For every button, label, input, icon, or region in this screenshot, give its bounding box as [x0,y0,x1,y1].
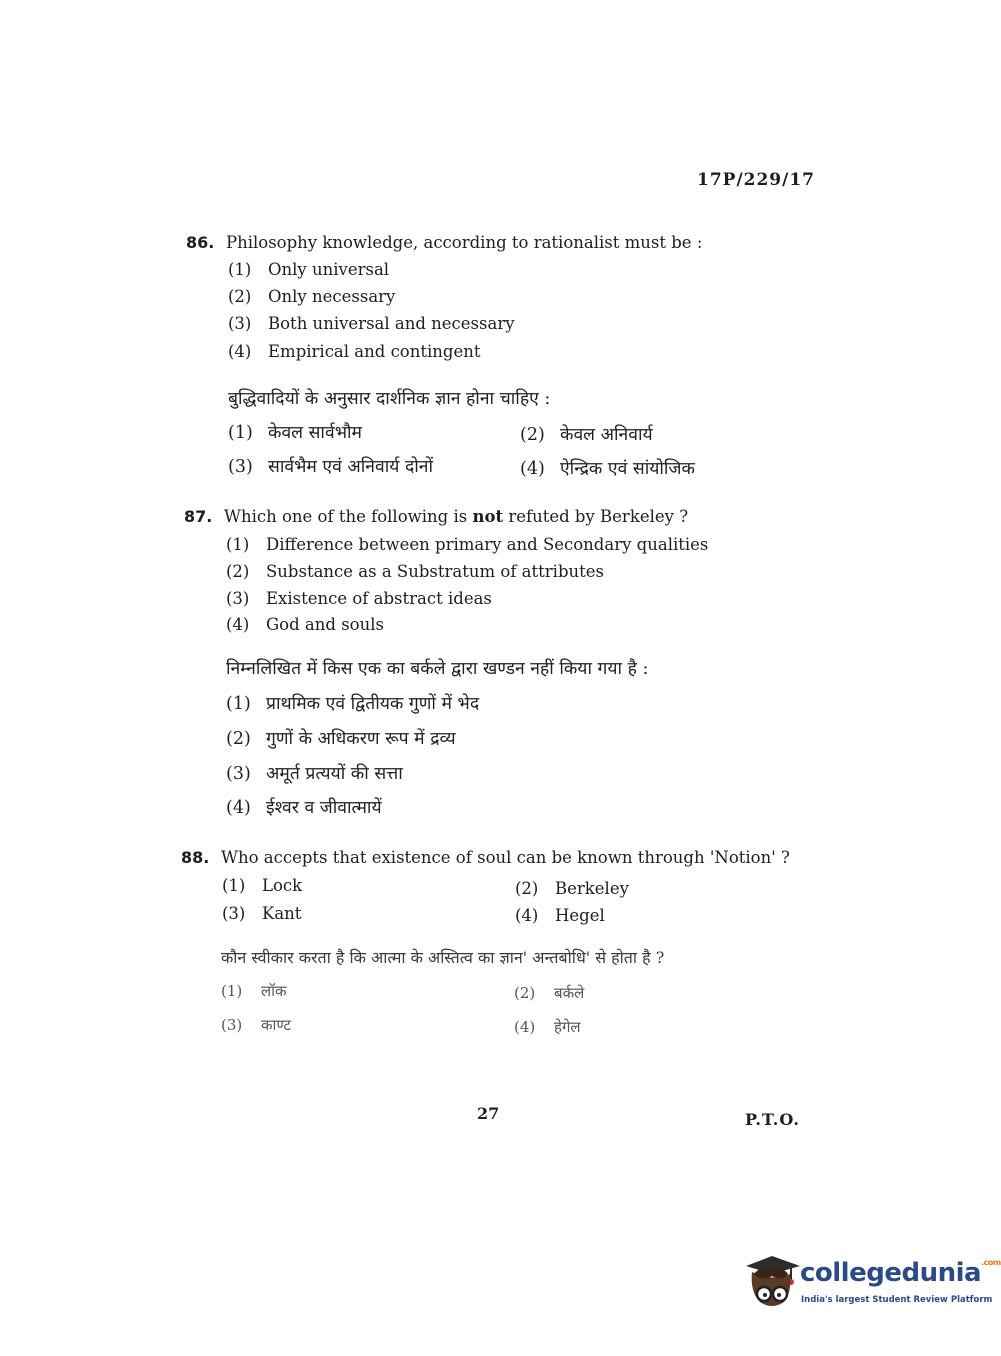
question-87 [184,507,688,526]
question-text-en: Philosophy knowledge, according to rationalist must be : [226,233,703,252]
option-hi: (3) सार्वभैम एवं अनिवार्य दोनों [228,457,434,477]
option-hi: (2) केवल अनिवार्य [520,425,653,445]
option-hi: (1) केवल सार्वभौम [228,423,362,443]
question-text-hi: कौन स्वीकार करता है कि आत्मा के अस्तित्व का ज्ञान' अन्तबोधि' से होता है ? [221,948,665,967]
paper-code: 17P/229/17 [697,170,816,190]
option-en: (3) Kant [222,904,302,923]
option-hi: (4) हेगेल [514,1018,581,1036]
question-number: 87. [184,507,213,526]
option-hi: (3) काण्ट [221,1016,291,1034]
question-text-en: Which one of the following is not refuted by Berkeley ? [224,507,689,526]
option-hi: (4) ऐन्द्रिक एवं सांयोजिक [520,459,695,479]
question-number: 86. [186,233,215,252]
question-text-hi: बुद्धिवादियों के अनुसार दार्शनिक ज्ञान होना चाहिए : [228,389,551,409]
question-text-en: Who accepts that existence of soul can be known through 'Notion' ? [221,848,790,867]
question-88 [181,848,790,867]
option-en: (3) Both universal and necessary [228,314,515,333]
option-hi: (1) प्राथमिक एवं द्वितीयक गुणों में भेद [226,694,480,714]
question-86 [186,233,702,252]
option-hi: (2) गुणों के अधिकरण रूप में द्रव्य [226,729,456,749]
option-en: (1) Difference between primary and Secondary qualities [226,535,709,554]
brand-name: collegedunia$^{.com}$ [800,1258,1001,1288]
option-hi: (3) अमूर्त प्रत्ययों की सत्ता [226,764,403,784]
question-number: 88. [181,848,210,867]
option-en: (2) Only necessary [228,287,396,306]
mascot-icon [742,1252,802,1312]
page-number: 27 [477,1104,500,1123]
option-en: (3) Existence of abstract ideas [226,589,492,608]
option-hi: (1) लॉक [221,982,287,1000]
option-en: (2) Berkeley [515,879,629,898]
option-en: (1) Only universal [228,260,390,279]
pto-label: P.T.O. [745,1110,800,1129]
option-en: (2) Substance as a Substratum of attributes [226,562,605,581]
option-en: (1) Lock [222,876,303,895]
option-hi: (2) बर्कले [514,984,585,1002]
option-hi: (4) ईश्वर व जीवात्मायें [226,798,382,818]
question-text-hi: निम्नलिखित में किस एक का बर्कले द्वारा खण्डन नहीं किया गया है : [226,659,649,679]
option-en: (4) Hegel [515,906,605,925]
collegedunia-logo [742,1252,1001,1324]
option-en: (4) Empirical and contingent [228,342,481,361]
option-en: (4) God and souls [226,615,384,634]
brand-tagline: India's largest Student Review Platform [801,1295,993,1305]
